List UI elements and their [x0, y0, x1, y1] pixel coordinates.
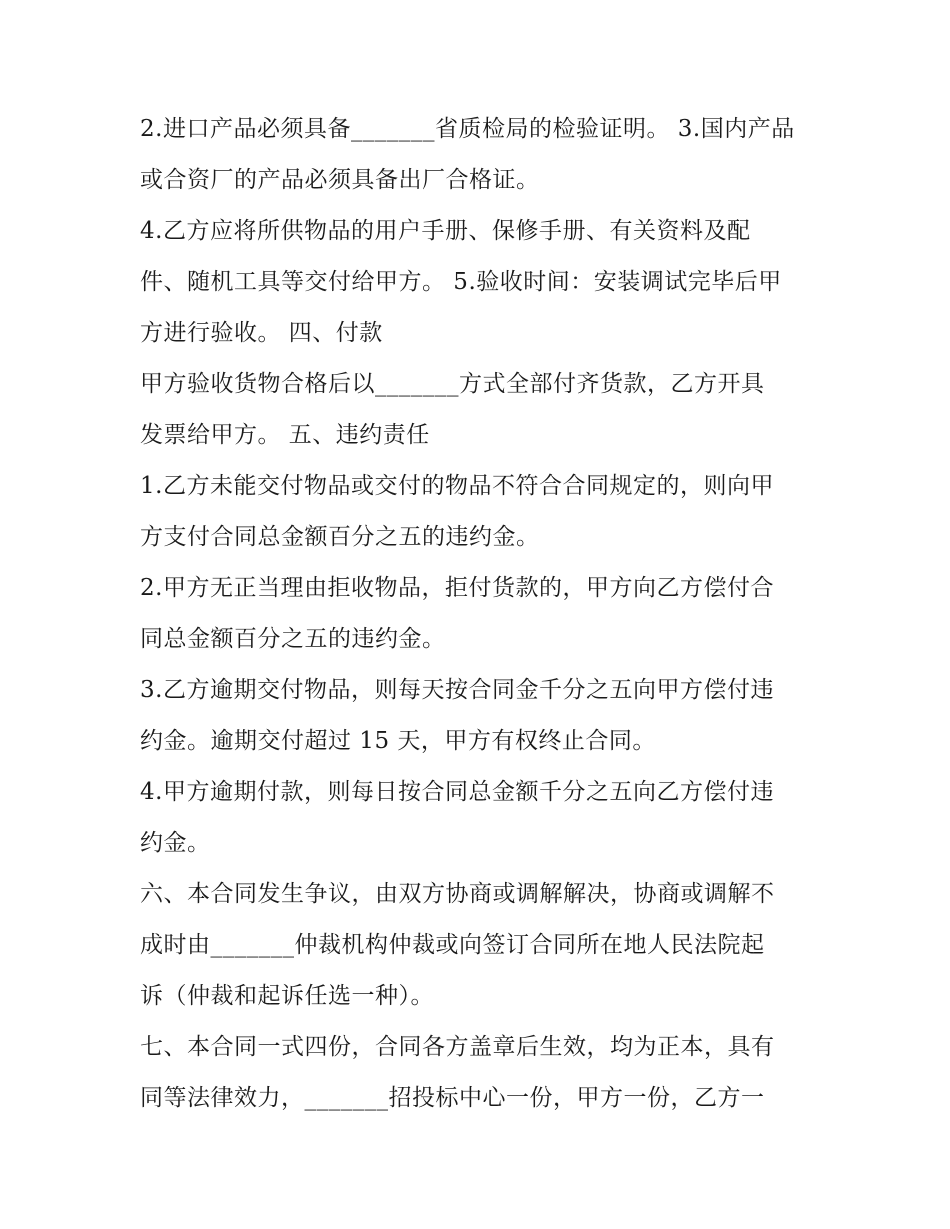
text-line: 4.甲方逾期付款，则每日按合同总金额千分之五向乙方偿付违 — [140, 779, 774, 805]
contract-text — [140, 104, 820, 1124]
text-line: 约金。 — [140, 830, 211, 856]
text-line: 或合资厂的产品必须具备出厂合格证。 — [140, 167, 540, 193]
text-line: 七、本合同一式四份，合同各方盖章后生效，均为正本，具有 — [140, 1034, 775, 1060]
text-line: 同等法律效力，_______招投标中心一份，甲方一份，乙方一 — [140, 1085, 765, 1111]
text-line: 1.乙方未能交付物品或交付的物品不符合合同规定的，则向甲 — [140, 473, 774, 499]
text-line: 发票给甲方。 五、违约责任 — [140, 422, 430, 448]
text-line: 诉（仲裁和起诉任选一种）。 — [140, 983, 434, 1009]
text-line: 方进行验收。 四、付款 — [140, 320, 383, 346]
text-line: 件、随机工具等交付给甲方。 5.验收时间：安装调试完毕后甲 — [140, 269, 782, 295]
text-line: 方支付合同总金额百分之五的违约金。 — [140, 524, 540, 550]
text-line: 成时由_______仲裁机构仲裁或向签订合同所在地人民法院起 — [140, 932, 765, 958]
text-line: 同总金额百分之五的违约金。 — [140, 626, 446, 652]
text-line: 2.甲方无正当理由拒收物品，拒付货款的，甲方向乙方偿付合 — [140, 575, 774, 601]
text-line: 甲方验收货物合格后以_______方式全部付齐货款，乙方开具 — [140, 371, 765, 397]
text-line: 约金。逾期交付超过 15 天，甲方有权终止合同。 — [140, 728, 656, 754]
text-line: 六、本合同发生争议，由双方协商或调解解决，协商或调解不 — [140, 881, 775, 907]
text-line: 4.乙方应将所供物品的用户手册、保修手册、有关资料及配 — [140, 218, 751, 244]
text-line: 2.进口产品必须具备_______省质检局的检验证明。 3.国内产品 — [140, 116, 795, 142]
text-line: 3.乙方逾期交付物品，则每天按合同金千分之五向甲方偿付违 — [140, 677, 774, 703]
